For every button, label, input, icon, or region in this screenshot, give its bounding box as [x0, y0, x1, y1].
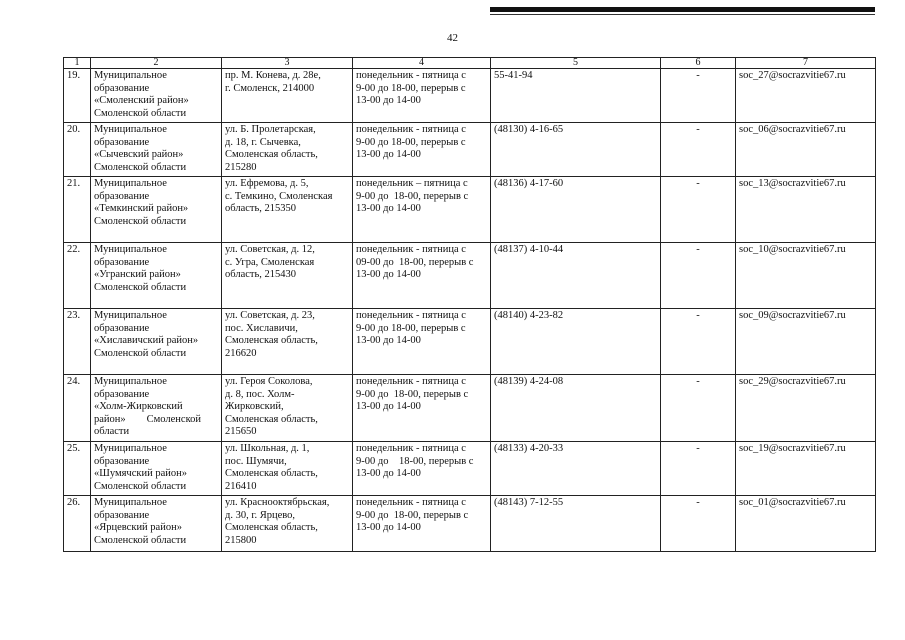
organization-cell-line: Смоленской области	[94, 215, 187, 227]
column-header: 1	[64, 58, 91, 69]
organization-cell-line: образование	[94, 509, 150, 521]
row-number: 24.	[64, 375, 91, 442]
hours-cell-line: 9-00 до 18-00, перерыв с	[356, 322, 466, 334]
organization-cell-line: Муниципальное	[94, 310, 167, 321]
hours-cell-line: 13-00 до 14-00	[356, 522, 421, 533]
organization-cell	[91, 375, 222, 442]
table-row	[64, 442, 876, 496]
phone-cell: (48136) 4-17-60	[491, 177, 661, 243]
organization-cell-line: «Холм-Жирковский	[94, 401, 183, 412]
column-header: 3	[222, 58, 353, 69]
address-cell	[222, 243, 353, 309]
column6-cell: -	[661, 375, 736, 442]
organization-cell-line: «Темкинский район»	[94, 203, 189, 214]
address-cell-line: д. 30, г. Ярцево,	[225, 509, 296, 521]
address-cell-line: Смоленская область,	[225, 522, 318, 533]
address-cell-line: область, 215350	[225, 203, 297, 214]
hours-cell-line: 13-00 до 14-00	[356, 335, 421, 346]
phone-cell: (48133) 4-20-33	[491, 442, 661, 496]
hours-cell	[353, 375, 491, 442]
organization-cell-line: «Ярцевский район»	[94, 522, 182, 533]
row-number: 19.	[64, 69, 91, 123]
email-cell: soc_10@socrazvitie67.ru	[736, 243, 876, 309]
address-cell-line: 215280	[225, 161, 257, 173]
address-cell-line: ул. Краснооктябрьская,	[225, 497, 330, 508]
organization-cell-line: Муниципальное	[94, 376, 167, 387]
email-cell: soc_19@socrazvitie67.ru	[736, 442, 876, 496]
column-header: 5	[491, 58, 661, 69]
hours-cell-line: понедельник - пятница с	[356, 124, 466, 135]
organization-cell-line: Муниципальное	[94, 244, 167, 255]
hours-cell-line: понедельник - пятница с	[356, 244, 466, 255]
table-row	[64, 309, 876, 375]
table-row	[64, 496, 876, 552]
hours-cell-line: 13-00 до 14-00	[356, 95, 421, 106]
column6-cell: -	[661, 243, 736, 309]
organization-cell	[91, 243, 222, 309]
header-row	[64, 58, 876, 69]
address-cell-line: с. Угра, Смоленская	[225, 256, 315, 268]
address-cell-line: г. Смоленск, 214000	[225, 82, 315, 94]
address-cell-line: д. 8, пос. Холм-	[225, 388, 295, 400]
address-cell-line: 216410	[225, 480, 257, 492]
address-cell-line: Смоленская область,	[225, 468, 318, 479]
address-cell-line: Жирковский,	[225, 401, 284, 412]
phone-cell: (48137) 4-10-44	[491, 243, 661, 309]
organization-cell-line: Муниципальное	[94, 497, 167, 508]
column-header: 4	[353, 58, 491, 69]
address-cell	[222, 69, 353, 123]
organization-cell-line: Смоленской области	[94, 347, 187, 359]
address-cell-line: с. Темкино, Смоленская	[225, 190, 333, 202]
contacts-table	[63, 57, 876, 552]
email-cell: soc_29@socrazvitie67.ru	[736, 375, 876, 442]
organization-cell-line: Муниципальное	[94, 178, 167, 189]
organization-cell-line: образование	[94, 136, 150, 148]
hours-cell-line: 13-00 до 14-00	[356, 203, 421, 214]
address-cell-line: пос. Хиславичи,	[225, 322, 298, 334]
organization-cell	[91, 309, 222, 375]
hours-cell-line: 9-00 до 18-00, перерыв с	[356, 509, 469, 521]
address-cell-line: д. 18, г. Сычевка,	[225, 136, 301, 148]
organization-cell-line: район» Смоленской	[94, 413, 202, 425]
hours-cell-line: 09-00 до 18-00, перерыв с	[356, 256, 474, 268]
organization-cell-line: Муниципальное	[94, 443, 167, 454]
organization-cell-line: «Угранский район»	[94, 269, 181, 280]
email-cell: soc_06@socrazvitie67.ru	[736, 123, 876, 177]
phone-cell: 55-41-94	[491, 69, 661, 123]
email-cell: soc_09@socrazvitie67.ru	[736, 309, 876, 375]
organization-cell-line: образование	[94, 256, 150, 268]
row-number: 25.	[64, 442, 91, 496]
hours-cell-line: понедельник - пятница с	[356, 443, 466, 454]
hours-cell	[353, 123, 491, 177]
row-number: 23.	[64, 309, 91, 375]
organization-cell-line: образование	[94, 455, 150, 467]
organization-cell-line: Смоленской области	[94, 281, 187, 293]
organization-cell	[91, 69, 222, 123]
column-header: 2	[91, 58, 222, 69]
organization-cell-line: «Сычевский район»	[94, 149, 184, 160]
address-cell	[222, 375, 353, 442]
hours-cell-line: понедельник – пятница с	[356, 178, 468, 189]
phone-cell: (48140) 4-23-82	[491, 309, 661, 375]
hours-cell	[353, 309, 491, 375]
row-number: 21.	[64, 177, 91, 243]
table-row	[64, 375, 876, 442]
hours-cell-line: 13-00 до 14-00	[356, 269, 421, 280]
hours-cell-line: 9-00 до 18-00, перерыв с	[356, 388, 469, 400]
address-cell-line: пр. М. Конева, д. 28е,	[225, 70, 321, 81]
address-cell	[222, 496, 353, 552]
hours-cell-line: понедельник - пятница с	[356, 310, 466, 321]
phone-cell: (48130) 4-16-65	[491, 123, 661, 177]
hours-cell	[353, 496, 491, 552]
address-cell-line: ул. Б. Пролетарская,	[225, 124, 316, 135]
column-header: 6	[661, 58, 736, 69]
hours-cell	[353, 243, 491, 309]
organization-cell	[91, 496, 222, 552]
column6-cell: -	[661, 309, 736, 375]
hours-cell-line: 13-00 до 14-00	[356, 149, 421, 160]
table-row	[64, 69, 876, 123]
organization-cell-line: Муниципальное	[94, 70, 167, 81]
address-cell	[222, 442, 353, 496]
row-number: 22.	[64, 243, 91, 309]
organization-cell	[91, 123, 222, 177]
organization-cell-line: Смоленской области	[94, 161, 187, 173]
address-cell-line: ул. Ефремова, д. 5,	[225, 178, 309, 189]
address-cell	[222, 123, 353, 177]
organization-cell-line: Смоленской области	[94, 534, 187, 546]
organization-cell-line: «Смоленский район»	[94, 95, 189, 106]
phone-cell: (48143) 7-12-55	[491, 496, 661, 552]
address-cell-line: пос. Шумячи,	[225, 455, 287, 467]
row-number: 26.	[64, 496, 91, 552]
address-cell-line: 215650	[225, 426, 257, 437]
hours-cell-line: 9-00 до 18-00, перерыв с	[356, 190, 469, 202]
address-cell-line: Смоленская область,	[225, 149, 318, 160]
row-number: 20.	[64, 123, 91, 177]
address-cell-line: ул. Советская, д. 12,	[225, 244, 315, 255]
column6-cell: -	[661, 177, 736, 243]
table-row	[64, 177, 876, 243]
hours-cell	[353, 69, 491, 123]
address-cell	[222, 309, 353, 375]
hours-cell-line: 9-00 до 18-00, перерыв с	[356, 136, 466, 148]
organization-cell-line: области	[94, 426, 130, 437]
organization-cell	[91, 442, 222, 496]
organization-cell-line: «Шумячский район»	[94, 468, 187, 479]
hours-cell-line: 9-00 до 18-00, перерыв с	[356, 82, 466, 94]
address-cell-line: Смоленская область,	[225, 413, 318, 425]
hours-cell-line: 13-00 до 14-00	[356, 401, 421, 412]
header-rule-thin	[490, 14, 875, 15]
email-cell: soc_01@socrazvitie67.ru	[736, 496, 876, 552]
column6-cell: -	[661, 496, 736, 552]
hours-cell-line: понедельник - пятница с	[356, 70, 466, 81]
organization-cell-line: «Хиславичский район»	[94, 335, 199, 346]
column-header: 7	[736, 58, 876, 69]
address-cell-line: Смоленская область,	[225, 335, 318, 346]
column6-cell: -	[661, 442, 736, 496]
address-cell-line: область, 215430	[225, 269, 297, 280]
header-rule-thick	[490, 7, 875, 12]
hours-cell-line: 9-00 до 18-00, перерыв с	[356, 455, 474, 467]
table-row	[64, 123, 876, 177]
organization-cell-line: образование	[94, 322, 150, 334]
organization-cell-line: Смоленской области	[94, 107, 187, 119]
phone-cell: (48139) 4-24-08	[491, 375, 661, 442]
email-cell: soc_27@socrazvitie67.ru	[736, 69, 876, 123]
organization-cell-line: Муниципальное	[94, 124, 167, 135]
organization-cell-line: образование	[94, 190, 150, 202]
column6-cell: -	[661, 69, 736, 123]
column6-cell: -	[661, 123, 736, 177]
hours-cell-line: 13-00 до 14-00	[356, 468, 421, 479]
address-cell-line: 215800	[225, 534, 257, 546]
organization-cell-line: Смоленской области	[94, 480, 187, 492]
organization-cell-line: образование	[94, 388, 150, 400]
organization-cell	[91, 177, 222, 243]
address-cell-line: ул. Школьная, д. 1,	[225, 443, 310, 454]
organization-cell-line: образование	[94, 82, 150, 94]
address-cell-line: ул. Героя Соколова,	[225, 376, 313, 387]
page-number: 42	[447, 32, 458, 44]
table-row	[64, 243, 876, 309]
hours-cell-line: понедельник - пятница с	[356, 376, 466, 387]
address-cell-line: 216620	[225, 347, 257, 359]
hours-cell-line: понедельник - пятница с	[356, 497, 466, 508]
address-cell	[222, 177, 353, 243]
address-cell-line: ул. Советская, д. 23,	[225, 310, 315, 321]
email-cell: soc_13@socrazvitie67.ru	[736, 177, 876, 243]
hours-cell	[353, 177, 491, 243]
hours-cell	[353, 442, 491, 496]
